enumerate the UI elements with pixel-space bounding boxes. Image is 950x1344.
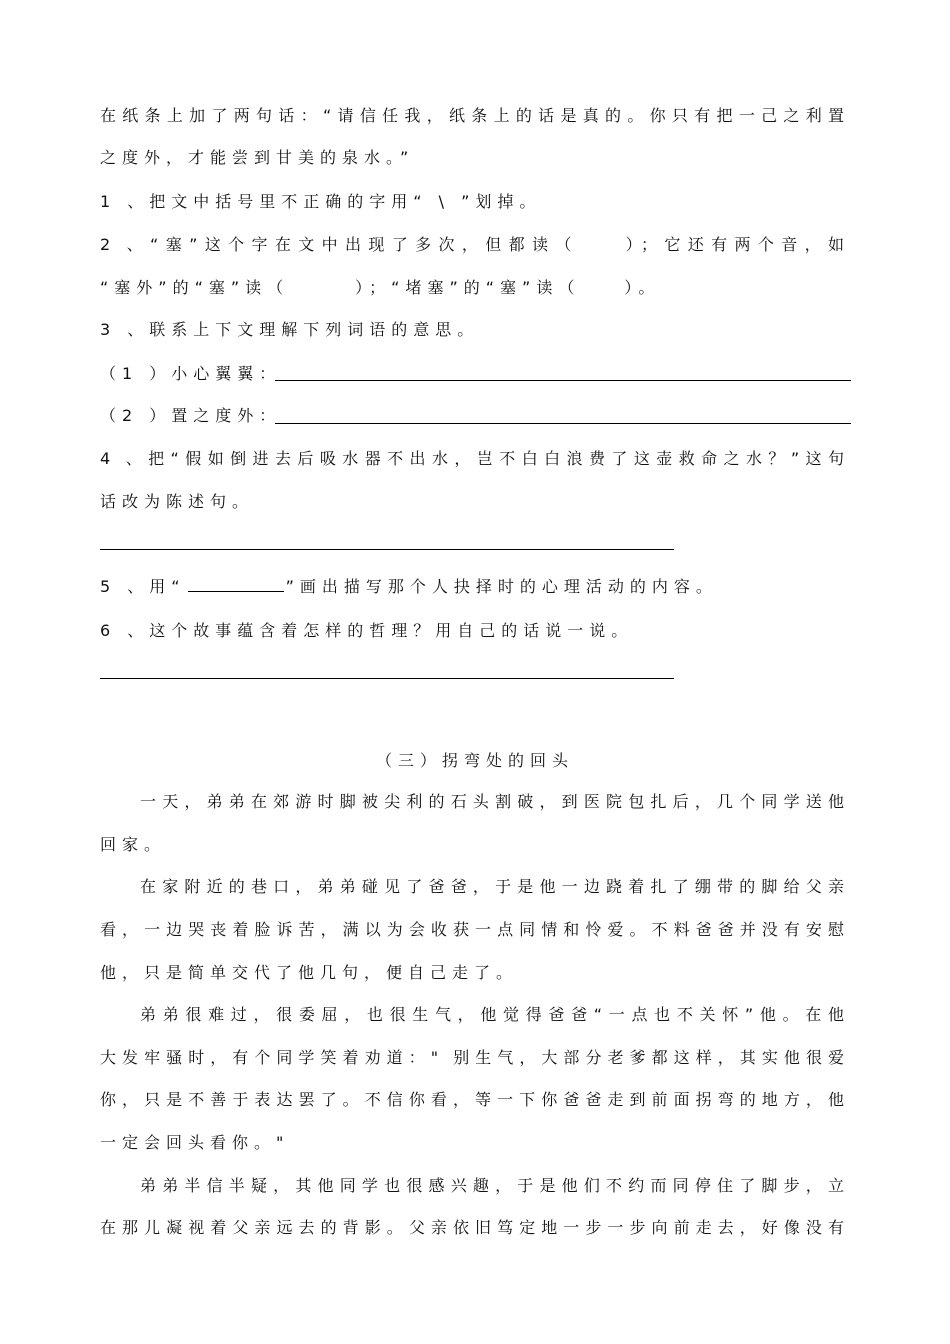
question-3: 3 、联系上下文理解下列词语的意思。	[100, 320, 480, 339]
section-title: （三）拐弯处的回头	[375, 751, 574, 770]
underline-sample	[188, 577, 284, 592]
question-4-line-1: 4 、把“假如倒进去后吸水器不出水，岂不白白浪费了这壶救命之水？”这句	[100, 449, 848, 468]
question-2-line-1: 2 、“塞”这个字在文中出现了多次，但都读（ ）；它还有两个音，如	[100, 235, 848, 254]
story-paragraph-4-cont: 在那儿凝视着父亲远去的背影。父亲依旧笃定地一步一步向前走去，好像没有	[100, 1218, 848, 1237]
answer-line[interactable]	[275, 423, 851, 424]
question-6: 6 、这个故事蕴含着怎样的哲理？用自己的话说一说。	[100, 621, 634, 640]
story-paragraph-2-cont: 看，一边哭丧着脸诉苦，满以为会收获一点同情和怜爱。不料爸爸并没有安慰	[100, 920, 848, 939]
question-3-item-1: （1 ）小心翼翼：	[100, 364, 282, 383]
story-paragraph-2-cont: 他，只是简单交代了他几句，便自己走了。	[100, 963, 519, 982]
answer-line[interactable]	[100, 549, 674, 550]
story-paragraph-1-cont: 回家。	[100, 835, 167, 854]
text-line: 在纸条上加了两句话：“请信任我，纸条上的话是真的。你只有把一己之利置	[100, 106, 848, 125]
story-paragraph-2: 在家附近的巷口，弟弟碰见了爸爸，于是他一边跷着扎了绷带的脚给父亲	[140, 877, 848, 896]
story-paragraph-3: 弟弟很难过，很委屈，也很生气，他觉得爸爸“一点也不关怀”他。在他	[140, 1005, 848, 1024]
answer-line[interactable]	[100, 678, 674, 679]
question-1: 1 、把文中括号里不正确的字用“ \ ”划掉。	[100, 192, 542, 211]
question-5	[100, 577, 718, 597]
answer-line[interactable]	[275, 380, 851, 381]
question-2-line-2: “塞外”的“塞”读（ ）；“堵塞”的“塞”读（ ）。	[100, 278, 661, 297]
story-paragraph-3-cont: 大发牢骚时，有个同学笑着劝道：" 别生气，大部分老爹都这样，其实他很爱	[100, 1048, 848, 1067]
story-paragraph-4: 弟弟半信半疑，其他同学也很感兴趣，于是他们不约而同停住了脚步，立	[140, 1176, 848, 1195]
text-line: 之度外，才能尝到甘美的泉水。”	[100, 148, 415, 167]
question-4-line-2: 话改为陈述句。	[100, 492, 255, 511]
story-paragraph-1: 一天，弟弟在郊游时脚被尖利的石头割破，到医院包扎后，几个同学送他	[140, 792, 848, 811]
story-paragraph-3-cont: 你，只是不善于表达罢了。不信你看，等一下你爸爸走到前面拐弯的地方，他	[100, 1090, 848, 1109]
question-3-item-2: （2 ）置之度外：	[100, 406, 282, 425]
question-5-prefix: 5 、用“	[100, 577, 186, 596]
story-paragraph-3-cont: 一定会回头看你。"	[100, 1133, 290, 1152]
question-5-suffix: ”画出描写那个人抉择时的心理活动的内容。	[285, 577, 718, 596]
